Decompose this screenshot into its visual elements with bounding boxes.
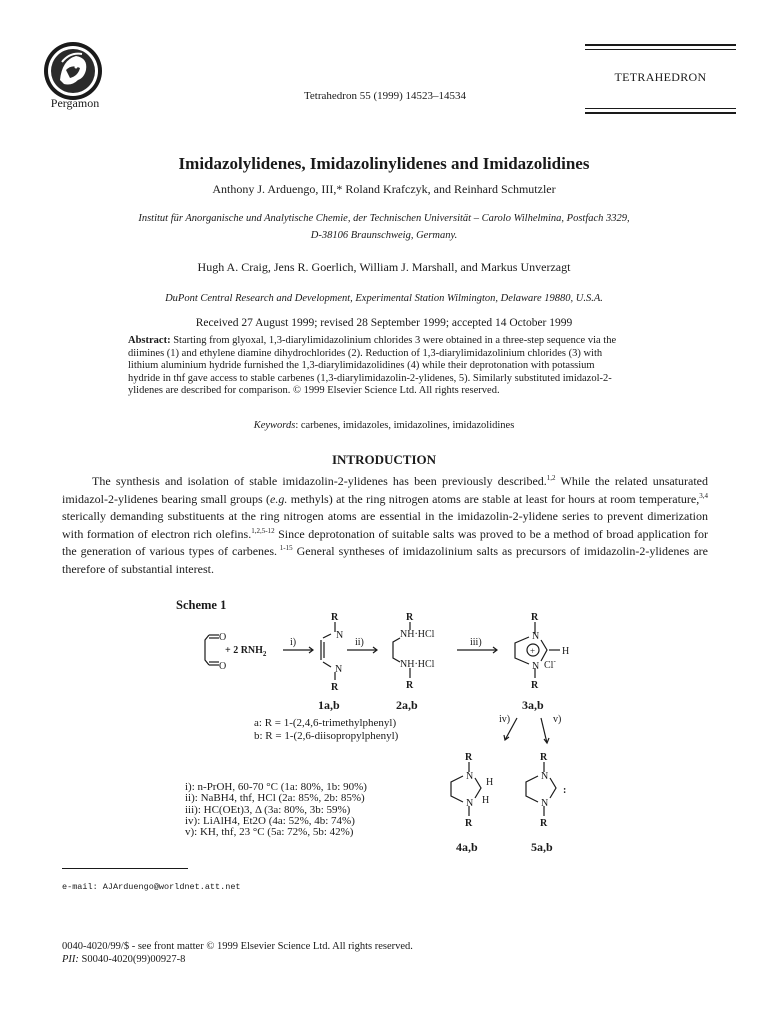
atom-label: N: [541, 771, 549, 782]
reaction-conditions: [185, 782, 367, 838]
compound-label: 5a,b: [531, 840, 553, 854]
atom-label: H: [562, 646, 570, 657]
condition-iii: iii): HC(OEt)3, Δ (3a: 80%, 3b: 59%): [185, 803, 351, 816]
atom-label: R: [540, 818, 548, 829]
header-rule: [585, 108, 736, 109]
glyoxal-bond: [205, 635, 209, 665]
atom-label: N: [541, 798, 549, 809]
pii-line: [62, 953, 413, 966]
carbene-lone-pair: :: [563, 785, 567, 796]
atom-label: R: [540, 752, 548, 763]
ring-bond: [550, 778, 556, 798]
reference: 1,2: [546, 474, 556, 482]
condition-i: i): n-PrOH, 60-70 °C (1a: 80%, 1b: 90%): [185, 781, 367, 793]
intro-text: methyls) at the ring nitrogen atoms are stable at least for hours at room temperature,: [287, 491, 700, 506]
footnote-rule: [62, 868, 188, 869]
affiliation: DuPont Central Research and Development, Experimental Station Wilmington, Delaware 19880, U.S.A.: [165, 293, 603, 304]
atom-label: R: [531, 612, 539, 623]
reagent: + 2 $RNH_2$: [225, 645, 267, 658]
copyright-footer: [62, 940, 413, 966]
compound-label: 4a,b: [456, 840, 478, 854]
atom-label: R: [406, 680, 414, 691]
keywords: [128, 420, 640, 431]
intro-paragraph: [62, 473, 708, 579]
abstract: [128, 335, 618, 398]
article-title: Imidazolylidenes, Imidazolinylidenes and Imidazolidines: [178, 154, 590, 173]
atom-label: N: [532, 631, 540, 642]
abstract-label: Abstract:: [128, 335, 171, 346]
arrow-label: iv): [499, 714, 511, 725]
intro-text: e.g.: [270, 491, 288, 506]
author-email[interactable]: e-mail: AJArduengo@worldnet.att.net: [62, 882, 241, 892]
reference: 1,2,5-12: [251, 526, 275, 535]
header-rule: [585, 44, 736, 46]
intro-text: While the related unsaturated imidazol-2-ylidenes bearing small groups (: [62, 474, 708, 506]
atom-label: R: [331, 612, 339, 623]
atom-label: H: [486, 777, 494, 788]
keywords-text: : carbenes, imidazoles, imidazolines, imidazolidines: [295, 420, 515, 431]
compound-label: 2a,b: [396, 698, 418, 712]
header-rule: [585, 112, 736, 114]
atom-label: H: [482, 795, 490, 806]
journal-citation: Tetrahedron 55 (1999) 14523–14534: [303, 90, 467, 102]
substituent-definitions: [254, 717, 398, 743]
ring-bond: [475, 778, 481, 798]
atom-label: N: [532, 661, 540, 672]
atom-label: R: [465, 752, 473, 763]
atom-label: N: [466, 798, 474, 809]
atom-label: NH·HCl: [400, 659, 435, 670]
atom-label: NH·HCl: [400, 629, 435, 640]
ring-bond: [526, 776, 538, 802]
journal-name: TETRAHEDRON: [614, 70, 707, 84]
arrow-label: i): [290, 637, 297, 648]
intro-text: The synthesis and isolation of stable imidazolin-2-ylidenes has been previously described.: [92, 474, 547, 488]
arrow-label: iii): [470, 637, 482, 648]
affiliation: [60, 210, 708, 244]
author-list: Anthony J. Arduengo, III,* Roland Krafczyk, and Reinhard Schmutzler: [212, 182, 556, 196]
intro-text: General syntheses of imidazolinium salts as precursors of imidazolin-2-ylidenes are therefore of substantial interest.: [62, 544, 708, 576]
received-dates: Received 27 August 1999; revised 28 September 1999; accepted 14 October 1999: [195, 317, 573, 329]
arrow-label: ii): [355, 637, 364, 648]
atom-label: O: [219, 632, 227, 643]
atom-label: R: [331, 682, 339, 693]
counterion: Cl-: [544, 657, 556, 671]
atom-label: N: [335, 664, 343, 675]
atom-label: O: [219, 661, 227, 672]
condition-ii: ii): NaBH4, thf, HCl (2a: 85%, 2b: 85%): [185, 792, 365, 805]
affiliation-line: D-38106 Braunschweig, Germany.: [310, 230, 458, 241]
reference: 3,4: [699, 491, 708, 500]
reference: 1-15: [277, 544, 293, 553]
atom-label: N: [466, 771, 474, 782]
condition-v: v): KH, thf, 23 °C (5a: 72%, 5b: 42%): [185, 826, 354, 839]
diimine-bond: [323, 634, 331, 638]
keywords-label: Keywords: [253, 420, 296, 431]
intro-text: sterically demanding substituents at the ring nitrogen atoms are essential in the imidazolin-2-ylidene series to prevent dimerization with formation of electron rich olefins.: [62, 509, 708, 541]
diimine-bond: [323, 662, 331, 667]
atom-label: N: [336, 630, 344, 641]
pii-value: S0040-4020(99)00927-8: [78, 954, 186, 965]
publisher-name: Pergamon: [50, 96, 100, 110]
ring-bond: [541, 640, 547, 661]
compound-label: 3a,b: [522, 698, 544, 712]
condition-iv: iv): LiAlH4, Et2O (4a: 52%, 4b: 74%): [185, 814, 355, 827]
definition-a: a: R = 1-(2,4,6-trimethylphenyl): [254, 717, 397, 729]
scheme-title: Scheme 1: [176, 598, 227, 612]
ring-bond: [451, 776, 463, 802]
atom-label: R: [531, 680, 539, 691]
pergamon-logo: [42, 40, 104, 102]
abstract-text: Starting from glyoxal, 1,3-diarylimidazolinium chlorides 3 were obtained in a three-step sequence via the diimines (1) and ethylene diamine dihydrochlorides (2). Reduction of 1,3-diarylimidazolinium chlorides (3) with lithium aluminium hydride furnished the 1,3-diarylimidazolidines (4) while their deprotonation with potassium hydride in thf gave access to stable carbenes (1,3-diarylimidazolin-2-ylidenes, 5). Similarly substituted imidazol-2-ylidenes are described for comparison. © 1999 Elsevier Science Ltd. All rights reserved.: [128, 335, 617, 397]
definition-b: b: R = 1-(2,6-diisopropylphenyl): [254, 730, 399, 742]
author-list: Hugh A. Craig, Jens R. Goerlich, William J. Marshall, and Markus Unverzagt: [197, 260, 571, 274]
affiliation-line: Institut für Anorganische und Analytische Chemie, der Technischen Universität – Carolo Wilhelmina, Postfach 3329,: [138, 213, 630, 224]
header-rule: [585, 49, 736, 50]
compound-label: 1a,b: [318, 698, 340, 712]
arrow-label: v): [553, 714, 562, 725]
pii-label: PII:: [62, 954, 79, 965]
intro-text: Since deprotonation of suitable salts was proved to be a method of broad application for the generation of various types of carbenes.: [62, 526, 708, 559]
charge: +: [530, 646, 536, 656]
atom-label: R: [406, 612, 414, 623]
atom-label: R: [465, 818, 473, 829]
diamine-bond: [393, 638, 400, 662]
section-heading: INTRODUCTION: [331, 452, 436, 467]
copyright-line: 0040-4020/99/$ - see front matter © 1999 Elsevier Science Ltd. All rights reserved.: [62, 941, 413, 952]
